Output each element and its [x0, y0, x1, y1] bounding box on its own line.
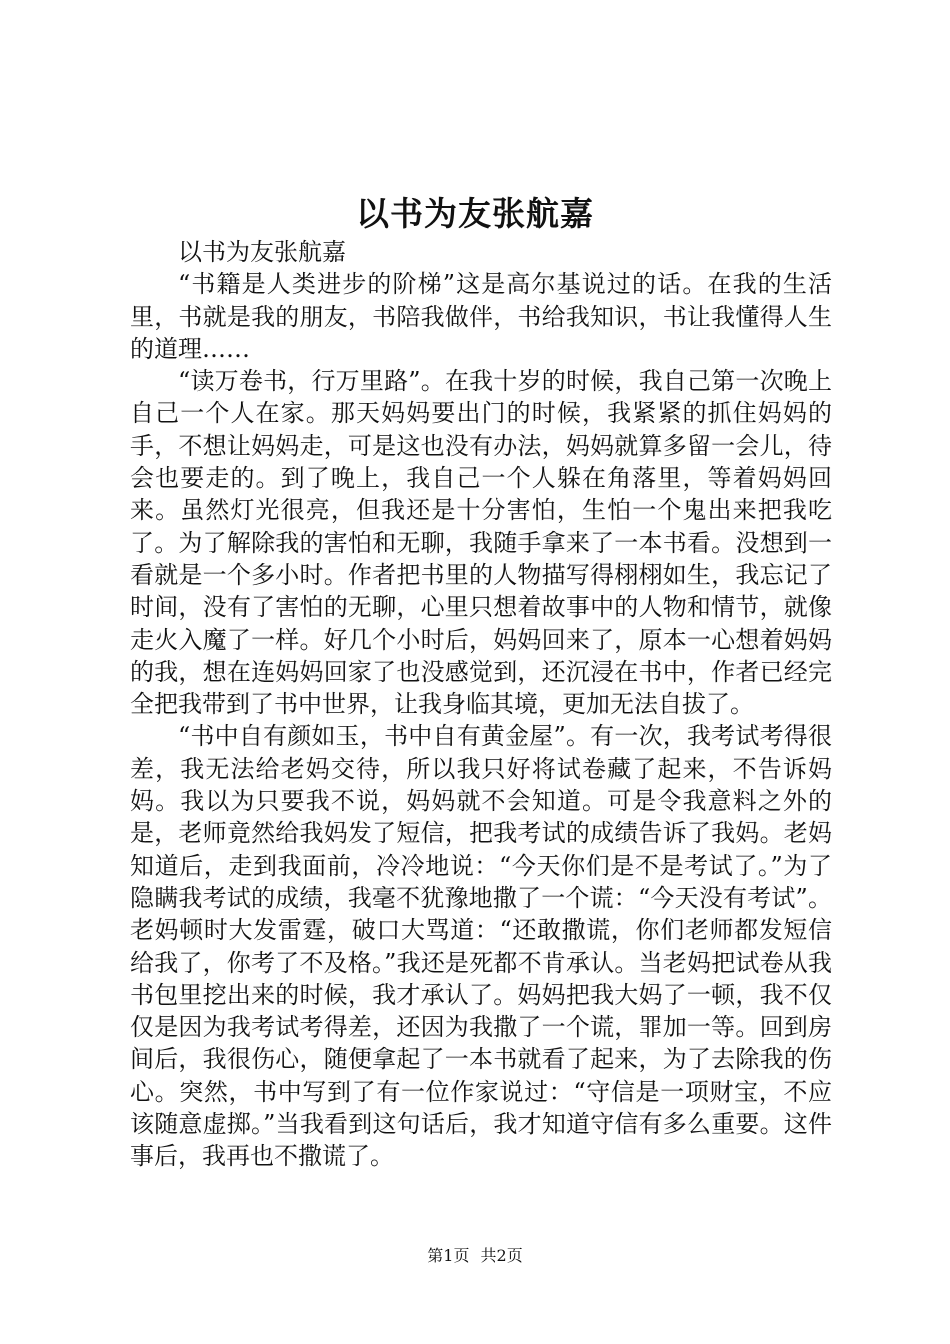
page-number: 第1页: [427, 1246, 470, 1265]
paragraph-honesty: “书中自有颜如玉，书中自有黄金屋”。有一次，我考试考得很差，我无法给老妈交待，所以我只好将试卷藏了起来，不告诉妈妈。我以为只要我不说，妈妈就不会知道。可是令我意料之外的是，老师竟然给我妈发了短信，把我考试的成绩告诉了我妈。老妈知道后，走到我面前，冷冷地说：“今天你们是不是考试了。”为了隐瞒我考试的成绩，我毫不犹豫地撒了一个谎：“今天没有考试”。老妈顿时大发雷霆，破口大骂道：“还敢撒谎，你们老师都发短信给我了，你考了不及格。”我还是死都不肯承认。当老妈把试卷从我书包里挖出来的时候，我才承认了。妈妈把我大妈了一顿，我不仅仅是因为我考试考得差，还因为我撒了一个谎，罪加一等。回到房间后，我很伤心，随便拿起了一本书就看了起来，为了去除我的伤心。突然，书中写到了有一位作家说过：“守信是一项财宝，不应该随意虚掷。”当我看到这句话后，我才知道守信有多么重要。这件事后，我再也不撒谎了。: [130, 722, 832, 1171]
paragraph-reading: “读万卷书，行万里路”。在我十岁的时候，我自己第一次晚上自己一个人在家。那天妈妈要出门的时候，我紧紧的抓住妈妈的手，不想让妈妈走，可是这也没有办法，妈妈就算多留一会儿，待会也要走的。到了晚上，我自己一个人躲在角落里，等着妈妈回来。虽然灯光很亮，但我还是十分害怕，生怕一个鬼出来把我吃了。为了解除我的害怕和无聊，我随手拿来了一本书看。没想到一看就是一个多小时。作者把书里的人物描写得栩栩如生，我忘记了时间，没有了害怕的无聊，心里只想着故事中的人物和情节，就像走火入魔了一样。好几个小时后，妈妈回来了，原本一心想着妈妈的我，想在连妈妈回家了也没感觉到，还沉浸在书中，作者已经完全把我带到了书中世界，让我身临其境，更加无法自拔了。: [130, 367, 832, 719]
document-title: 以书为友张航嘉: [356, 194, 594, 233]
page-total: 共2页: [480, 1246, 523, 1265]
paragraph-subtitle: 以书为友张航嘉: [178, 238, 346, 266]
page-footer: [0, 1243, 950, 1266]
paragraph-intro: “书籍是人类进步的阶梯”这是高尔基说过的话。在我的生活里，书就是我的朋友，书陪我做伴，书给我知识，书让我懂得人生的道理……: [130, 270, 832, 363]
document-body: [130, 236, 832, 1173]
